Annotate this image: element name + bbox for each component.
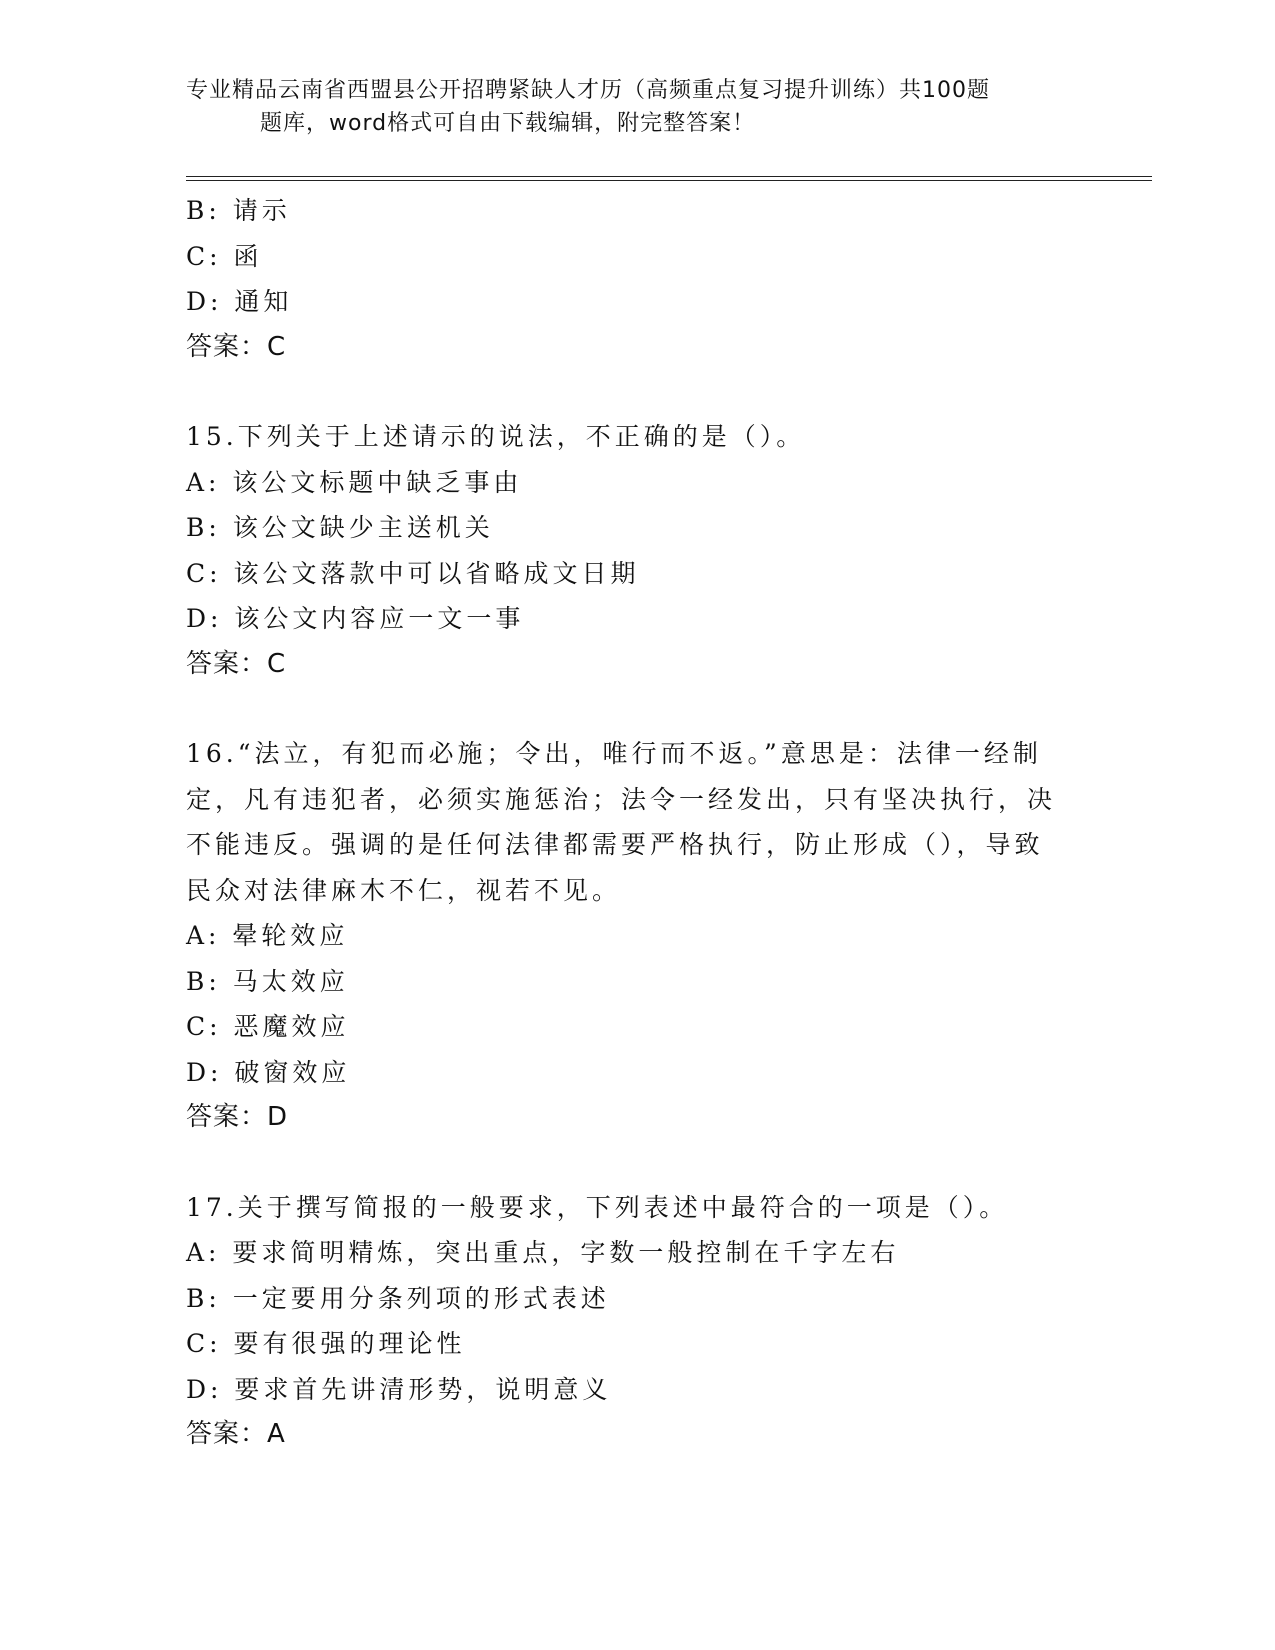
question-block-14 [186,188,1086,370]
document-body [186,188,1086,1458]
option-d: D: 该公文内容应一文一事 [186,604,525,633]
question-text-line-2: 定，凡有违犯者，必须实施惩治；法令一经发出，只有坚决执行，决 [186,784,1057,814]
question-text-line-4: 民众对法律麻木不仁，视若不见。 [186,875,622,905]
option-c: C: 要有很强的理论性 [186,1329,466,1358]
option-a: A: 晕轮效应 [186,921,349,950]
option-b: B: 请示 [186,196,291,225]
answer-line: 答案：D [186,1102,289,1132]
question-text-line-3: 不能违反。强调的是任何法律都需要严格执行，防止形成（），导致 [186,830,1044,859]
option-b: B: 一定要用分条列项的形式表述 [186,1283,610,1313]
page-header [186,74,1066,140]
option-d: D: 破窗效应 [186,1057,351,1087]
option-c: C: 恶魔效应 [186,1012,350,1041]
option-b: B: 马太效应 [186,966,349,996]
answer-line: 答案：C [186,331,287,362]
question-text-line-1: 16.“法立，有犯而必施；令出，唯行而不返。”意思是：法律一经制 [186,739,1042,768]
option-a: A: 该公文标题中缺乏事由 [186,467,523,497]
header-divider [186,176,1152,181]
question-text: 15.下列关于上述请示的说法，不正确的是（）。 [186,422,806,451]
option-d: D: 通知 [186,287,293,316]
option-c: C: 该公文落款中可以省略成文日期 [186,558,640,588]
question-block-15 [186,414,1086,687]
option-d: D: 要求首先讲清形势，说明意义 [186,1374,612,1404]
answer-line: 答案：A [186,1419,286,1449]
option-b: B: 该公文缺少主送机关 [186,513,494,542]
option-a: A: 要求简明精炼，突出重点，字数一般控制在千字左右 [186,1238,900,1267]
question-block-16 [186,731,1086,1141]
question-block-17 [186,1185,1086,1458]
answer-line: 答案：C [186,648,287,679]
option-c: C: 函 [186,241,263,271]
question-text: 17.关于撰写简报的一般要求，下列表述中最符合的一项是（）。 [186,1192,1009,1222]
header-title-line-1: 专业精品云南省西盟县公开招聘紧缺人才历（高频重点复习提升训练）共100题 [186,78,990,103]
header-title-line-2: 题库，word格式可自由下载编辑，附完整答案！ [260,111,756,136]
